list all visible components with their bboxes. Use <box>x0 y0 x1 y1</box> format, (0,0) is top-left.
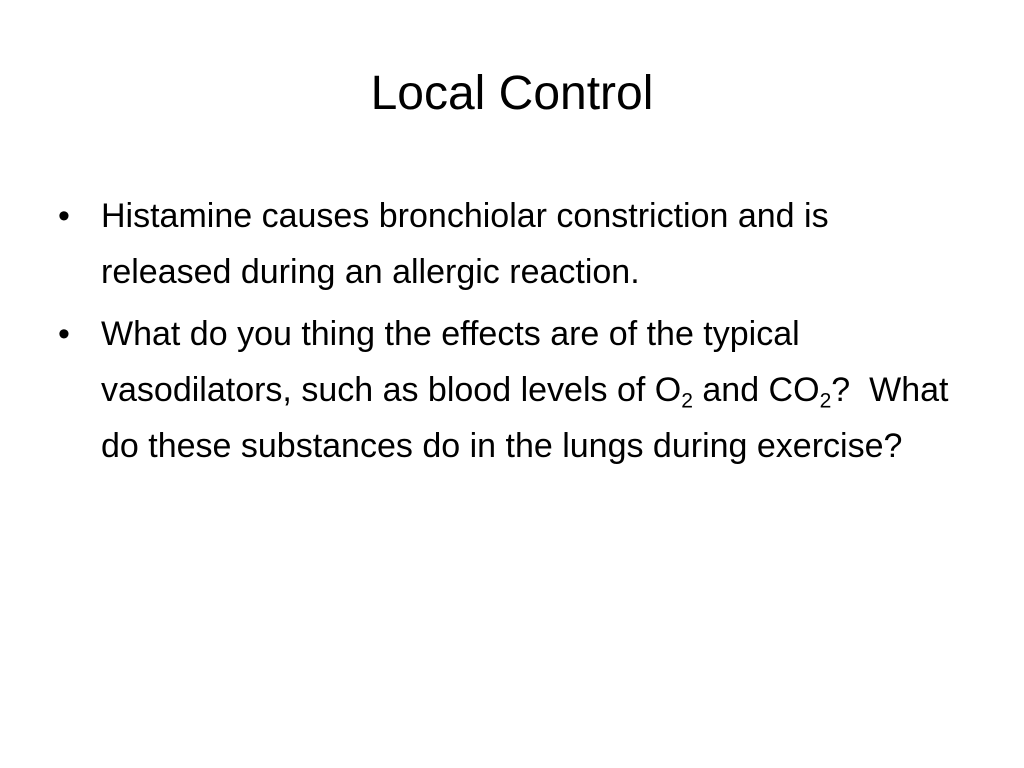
bullet-list <box>58 188 968 480</box>
bullet-text-part: and CO <box>692 371 820 409</box>
bullet-icon: • <box>58 315 70 353</box>
slide-title: Local Control <box>370 67 654 120</box>
bullet-item-vasodilators <box>58 306 968 474</box>
bullet-text: Histamine causes bronchiolar constriction and is released during an allergic reaction. <box>101 197 829 291</box>
bullet-item-histamine <box>58 188 968 300</box>
subscript-2: 2 <box>819 389 832 413</box>
bullet-text-part: What do you thing the effects are of the typical vasodilators, such as blood levels of O <box>101 315 800 409</box>
subscript-2: 2 <box>681 389 693 413</box>
bullet-text-part: ? What do these substances do in the lungs during exercise? <box>101 371 958 465</box>
bullet-icon: • <box>58 197 70 235</box>
